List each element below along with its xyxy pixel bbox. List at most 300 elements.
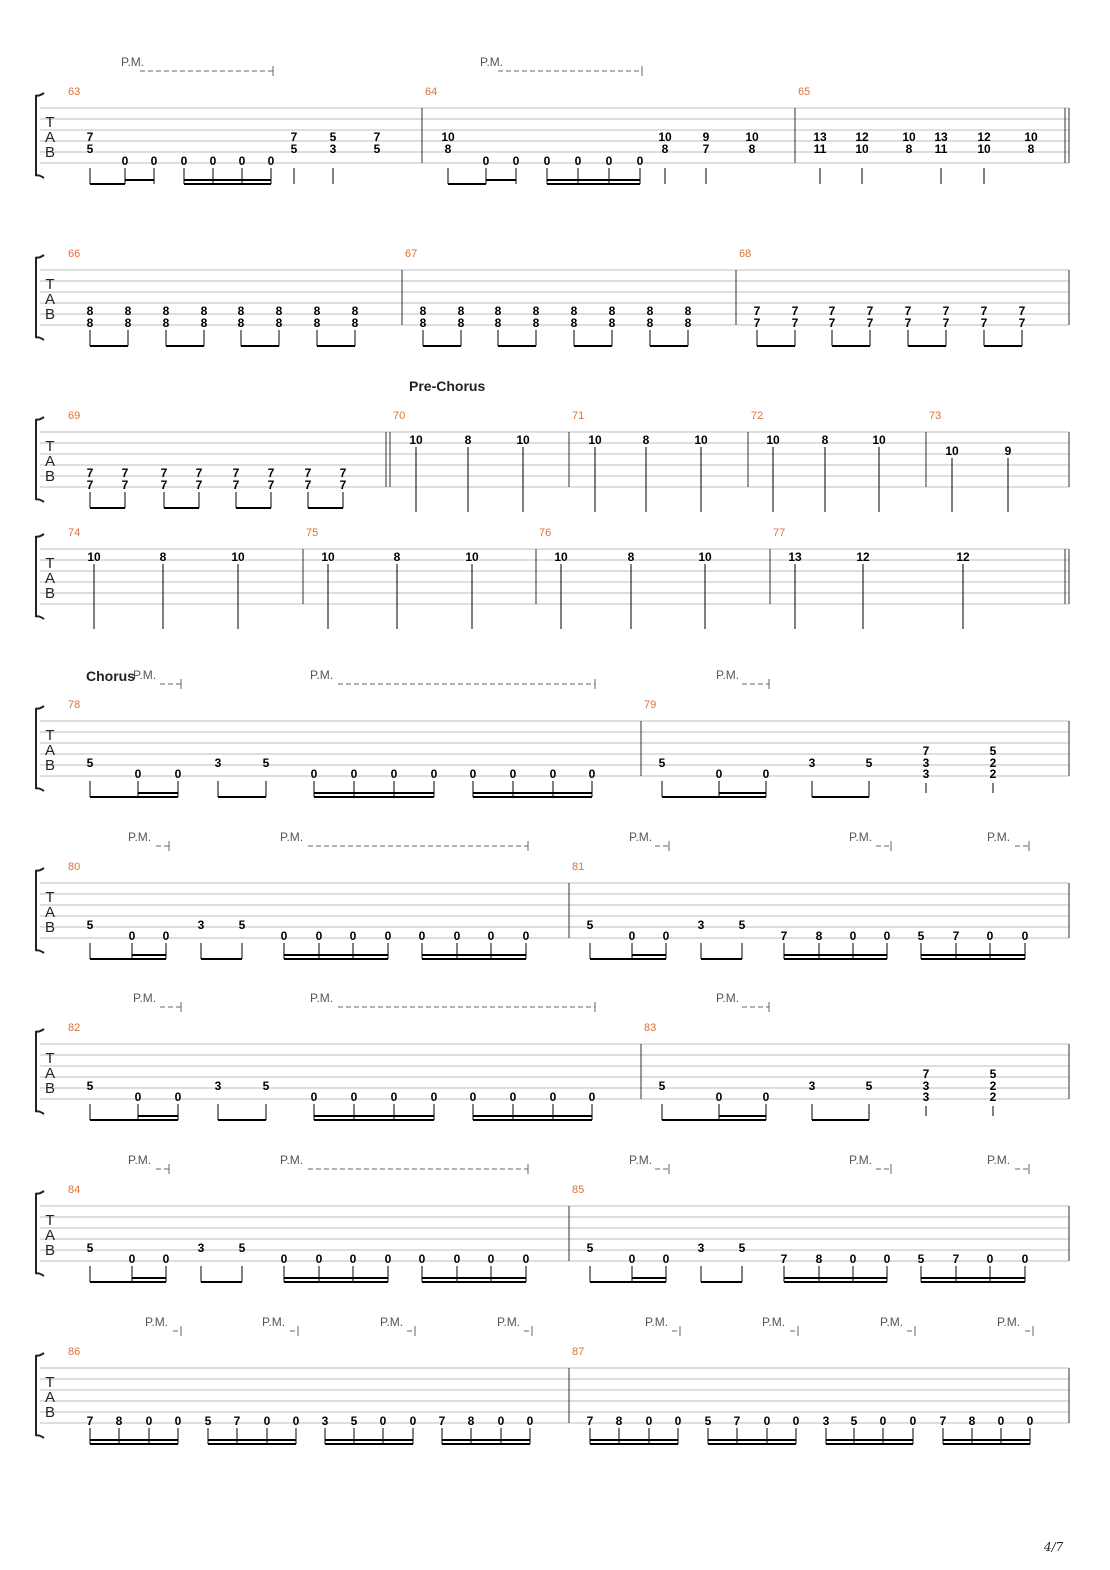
system-bracket: [36, 255, 44, 340]
fret-number: 0: [715, 767, 723, 781]
fret-number: 5: [989, 744, 997, 758]
fret-number: 8: [815, 929, 823, 943]
fret-number: 0: [549, 767, 557, 781]
fret-number: 7: [121, 478, 129, 492]
fret-number: 10: [1024, 130, 1038, 144]
fret-number: 12: [855, 130, 869, 144]
fret-number: 0: [418, 929, 426, 943]
fret-number: 8: [237, 304, 245, 318]
fret-number: 0: [1021, 1252, 1029, 1266]
fret-number: 8: [968, 1414, 976, 1428]
palm-mute-label: P.M.: [997, 1315, 1021, 1329]
fret-number: 7: [339, 466, 347, 480]
fret-number: 7: [942, 304, 950, 318]
page-number: 4/7: [1044, 1540, 1064, 1554]
fret-number: 7: [780, 929, 788, 943]
fret-number: 7: [121, 466, 129, 480]
fret-number: 8: [457, 316, 465, 330]
fret-number: 0: [280, 1252, 288, 1266]
fret-number: 0: [645, 1414, 653, 1428]
fret-number: 10: [977, 142, 991, 156]
measure-number: 66: [68, 248, 81, 260]
fret-number: 7: [160, 466, 168, 480]
system-bracket: [36, 868, 44, 953]
fret-number: 0: [350, 1090, 358, 1104]
fret-number: 7: [733, 1414, 741, 1428]
fret-number: 7: [232, 478, 240, 492]
palm-mute-label: P.M.: [280, 1153, 304, 1167]
fret-number: 3: [214, 756, 222, 770]
palm-mute-label: P.M.: [128, 1153, 152, 1167]
fret-number: 8: [532, 316, 540, 330]
palm-mute-label: P.M.: [121, 55, 145, 69]
measure-number: 74: [68, 527, 81, 539]
fret-number: 0: [263, 1414, 271, 1428]
fret-number: 7: [290, 130, 298, 144]
fret-number: 0: [384, 929, 392, 943]
fret-number: 5: [738, 1241, 746, 1255]
tab-clef-letter: T: [45, 276, 55, 293]
tab-clef-letter: B: [44, 585, 56, 602]
fret-number: 3: [922, 1079, 930, 1093]
fret-number: 10: [855, 142, 869, 156]
fret-number: 0: [310, 1090, 318, 1104]
system-bracket: [36, 417, 44, 502]
palm-mute-label: P.M.: [133, 668, 157, 682]
fret-number: 0: [180, 154, 188, 168]
fret-number: 10: [516, 433, 530, 447]
fret-number: 8: [821, 433, 829, 447]
fret-number: 8: [467, 1414, 475, 1428]
fret-number: 0: [128, 1252, 136, 1266]
fret-number: 8: [444, 142, 452, 156]
fret-number: 0: [986, 1252, 994, 1266]
fret-number: 8: [608, 316, 616, 330]
fret-number: 5: [86, 918, 94, 932]
system-bracket: [36, 706, 44, 791]
fret-number: 0: [209, 154, 217, 168]
fret-number: 10: [766, 433, 780, 447]
fret-number: 8: [684, 304, 692, 318]
palm-mute-label: P.M.: [849, 1153, 873, 1167]
fret-number: 0: [1021, 929, 1029, 943]
measure-number: 84: [68, 1184, 81, 1196]
fret-number: 10: [872, 433, 886, 447]
fret-number: 12: [977, 130, 991, 144]
fret-number: 0: [349, 1252, 357, 1266]
measure-number: 75: [306, 527, 319, 539]
fret-number: 8: [86, 316, 94, 330]
fret-number: 3: [214, 1079, 222, 1093]
fret-number: 8: [748, 142, 756, 156]
fret-number: 8: [313, 304, 321, 318]
fret-number: 7: [922, 1067, 930, 1081]
fret-number: 0: [628, 1252, 636, 1266]
fret-number: 8: [646, 316, 654, 330]
fret-number: 10: [231, 550, 245, 564]
palm-mute-label: P.M.: [380, 1315, 404, 1329]
tab-clef-letter: T: [45, 438, 55, 455]
fret-number: 10: [588, 433, 602, 447]
fret-number: 7: [952, 929, 960, 943]
fret-number: 3: [197, 1241, 205, 1255]
fret-number: 7: [866, 316, 874, 330]
palm-mute-label: P.M.: [762, 1315, 786, 1329]
palm-mute-label: P.M.: [310, 991, 334, 1005]
fret-number: 7: [952, 1252, 960, 1266]
palm-mute-label: P.M.: [645, 1315, 669, 1329]
fret-number: 0: [390, 1090, 398, 1104]
section-label-chorus: Chorus: [86, 668, 135, 684]
fret-number: 0: [522, 929, 530, 943]
fret-number: 5: [865, 756, 873, 770]
fret-number: 7: [195, 466, 203, 480]
fret-number: 5: [350, 1414, 358, 1428]
fret-number: 0: [512, 154, 520, 168]
fret-number: 8: [642, 433, 650, 447]
fret-number: 2: [989, 1090, 997, 1104]
fret-number: 5: [658, 756, 666, 770]
fret-number: 5: [704, 1414, 712, 1428]
fret-number: 7: [753, 304, 761, 318]
fret-number: 0: [628, 929, 636, 943]
tab-clef-letter: B: [44, 919, 56, 936]
tab-clef-letter: B: [44, 1242, 56, 1259]
section-label-pre-chorus: Pre-Chorus: [409, 378, 486, 394]
fret-number: 7: [939, 1414, 947, 1428]
fret-number: 10: [945, 444, 959, 458]
fret-number: 0: [315, 929, 323, 943]
palm-mute-label: P.M.: [128, 830, 152, 844]
fret-number: 0: [588, 1090, 596, 1104]
system-bracket: [36, 534, 44, 619]
fret-number: 0: [674, 1414, 682, 1428]
fret-number: 0: [280, 929, 288, 943]
fret-number: 3: [808, 756, 816, 770]
fret-number: 8: [684, 316, 692, 330]
fret-number: 0: [162, 929, 170, 943]
fret-number: 0: [315, 1252, 323, 1266]
fret-number: 0: [522, 1252, 530, 1266]
system-bracket: [36, 1029, 44, 1114]
fret-number: 9: [1004, 444, 1012, 458]
fret-number: 8: [275, 304, 283, 318]
fret-number: 0: [662, 1252, 670, 1266]
fret-number: 8: [457, 304, 465, 318]
fret-number: 10: [745, 130, 759, 144]
measure-number: 72: [751, 410, 764, 422]
fret-number: 7: [922, 744, 930, 758]
fret-number: 8: [494, 304, 502, 318]
measure-number: 86: [68, 1346, 81, 1358]
tab-clef-letter: A: [44, 291, 56, 308]
fret-number: 7: [791, 316, 799, 330]
fret-number: 5: [850, 1414, 858, 1428]
fret-number: 7: [267, 466, 275, 480]
fret-number: 8: [905, 142, 913, 156]
fret-number: 0: [762, 767, 770, 781]
fret-number: 8: [124, 304, 132, 318]
fret-number: 7: [86, 478, 94, 492]
fret-number: 3: [922, 1090, 930, 1104]
measure-number: 63: [68, 86, 81, 98]
tab-clef-letter: A: [44, 570, 56, 587]
tab-clef-letter: A: [44, 1227, 56, 1244]
fret-number: 3: [922, 756, 930, 770]
fret-number: 3: [697, 1241, 705, 1255]
fret-number: 8: [351, 304, 359, 318]
fret-number: 7: [780, 1252, 788, 1266]
fret-number: 8: [393, 550, 401, 564]
measure-number: 65: [798, 86, 811, 98]
fret-number: 9: [702, 130, 710, 144]
fret-number: 12: [856, 550, 870, 564]
fret-number: 7: [86, 466, 94, 480]
fret-number: 5: [329, 130, 337, 144]
tab-clef-letter: A: [44, 129, 56, 146]
measure-number: 79: [644, 699, 657, 711]
fret-number: 0: [267, 154, 275, 168]
tab-clef-letter: A: [44, 742, 56, 759]
fret-number: 0: [509, 767, 517, 781]
fret-number: 8: [162, 316, 170, 330]
fret-number: 7: [980, 304, 988, 318]
fret-number: 8: [313, 316, 321, 330]
fret-number: 0: [409, 1414, 417, 1428]
fret-number: 5: [262, 756, 270, 770]
fret-number: 0: [418, 1252, 426, 1266]
fret-number: 0: [453, 1252, 461, 1266]
fret-number: 0: [384, 1252, 392, 1266]
palm-mute-label: P.M.: [480, 55, 504, 69]
fret-number: 0: [883, 1252, 891, 1266]
palm-mute-label: P.M.: [280, 830, 304, 844]
fret-number: 0: [636, 154, 644, 168]
fret-number: 10: [465, 550, 479, 564]
palm-mute-label: P.M.: [497, 1315, 521, 1329]
fret-number: 0: [350, 767, 358, 781]
fret-number: 11: [934, 142, 948, 156]
fret-number: 7: [828, 304, 836, 318]
fret-number: 0: [574, 154, 582, 168]
tab-clef-letter: A: [44, 1389, 56, 1406]
fret-number: 0: [430, 1090, 438, 1104]
fret-number: 8: [608, 304, 616, 318]
tab-clef-letter: T: [45, 1212, 55, 1229]
fret-number: 0: [134, 767, 142, 781]
fret-number: 8: [815, 1252, 823, 1266]
fret-number: 3: [321, 1414, 329, 1428]
fret-number: 0: [883, 929, 891, 943]
tab-clef-letter: A: [44, 1065, 56, 1082]
fret-number: 13: [934, 130, 948, 144]
fret-number: 10: [658, 130, 672, 144]
fret-number: 8: [200, 304, 208, 318]
fret-number: 8: [1027, 142, 1035, 156]
fret-number: 8: [532, 304, 540, 318]
fret-number: 0: [487, 929, 495, 943]
palm-mute-label: P.M.: [716, 991, 740, 1005]
fret-number: 0: [509, 1090, 517, 1104]
fret-number: 3: [822, 1414, 830, 1428]
tab-clef-letter: B: [44, 144, 56, 161]
fret-number: 0: [792, 1414, 800, 1428]
fret-number: 5: [238, 918, 246, 932]
fret-number: 0: [549, 1090, 557, 1104]
fret-number: 0: [588, 767, 596, 781]
fret-number: 8: [237, 316, 245, 330]
fret-number: 5: [262, 1079, 270, 1093]
fret-number: 0: [121, 154, 129, 168]
fret-number: 7: [339, 478, 347, 492]
fret-number: 8: [494, 316, 502, 330]
fret-number: 0: [238, 154, 246, 168]
fret-number: 8: [124, 316, 132, 330]
palm-mute-label: P.M.: [629, 1153, 653, 1167]
measure-number: 69: [68, 410, 81, 422]
fret-number: 7: [86, 1414, 94, 1428]
fret-number: 0: [430, 767, 438, 781]
fret-number: 7: [866, 304, 874, 318]
tab-clef-letter: T: [45, 114, 55, 131]
fret-number: 5: [86, 142, 94, 156]
fret-number: 0: [349, 929, 357, 943]
fret-number: 0: [497, 1414, 505, 1428]
fret-number: 7: [233, 1414, 241, 1428]
palm-mute-label: P.M.: [145, 1315, 169, 1329]
fret-number: 7: [1018, 304, 1026, 318]
tab-clef-letter: B: [44, 1404, 56, 1421]
palm-mute-label: P.M.: [310, 668, 334, 682]
fret-number: 0: [879, 1414, 887, 1428]
fret-number: 7: [980, 316, 988, 330]
fret-number: 3: [329, 142, 337, 156]
measure-number: 85: [572, 1184, 585, 1196]
fret-number: 7: [160, 478, 168, 492]
tab-clef-letter: T: [45, 889, 55, 906]
fret-number: 8: [275, 316, 283, 330]
palm-mute-label: P.M.: [987, 830, 1011, 844]
fret-number: 0: [453, 929, 461, 943]
fret-number: 0: [1026, 1414, 1034, 1428]
measure-number: 70: [393, 410, 406, 422]
fret-number: 0: [763, 1414, 771, 1428]
measure-number: 71: [572, 410, 585, 422]
measure-number: 80: [68, 861, 81, 873]
fret-number: 5: [586, 918, 594, 932]
fret-number: 7: [438, 1414, 446, 1428]
fret-number: 7: [304, 466, 312, 480]
palm-mute-label: P.M.: [849, 830, 873, 844]
fret-number: 11: [813, 142, 827, 156]
fret-number: 7: [267, 478, 275, 492]
tab-clef-letter: B: [44, 468, 56, 485]
fret-number: 10: [321, 550, 335, 564]
fret-number: 8: [115, 1414, 123, 1428]
fret-number: 8: [570, 304, 578, 318]
system-bracket: [36, 93, 44, 178]
fret-number: 5: [238, 1241, 246, 1255]
fret-number: 0: [310, 767, 318, 781]
system-bracket: [36, 1353, 44, 1438]
fret-number: 5: [373, 142, 381, 156]
fret-number: 7: [702, 142, 710, 156]
fret-number: 5: [204, 1414, 212, 1428]
fret-number: 0: [469, 1090, 477, 1104]
measure-number: 76: [539, 527, 552, 539]
tab-clef-letter: T: [45, 1050, 55, 1067]
fret-number: 5: [865, 1079, 873, 1093]
measure-number: 67: [405, 248, 418, 260]
fret-number: 0: [526, 1414, 534, 1428]
fret-number: 8: [159, 550, 167, 564]
fret-number: 8: [200, 316, 208, 330]
fret-number: 0: [150, 154, 158, 168]
fret-number: 0: [482, 154, 490, 168]
fret-number: 0: [849, 929, 857, 943]
measure-number: 87: [572, 1346, 585, 1358]
fret-number: 13: [788, 550, 802, 564]
fret-number: 0: [379, 1414, 387, 1428]
fret-number: 0: [145, 1414, 153, 1428]
measure-number: 82: [68, 1022, 81, 1034]
palm-mute-label: P.M.: [629, 830, 653, 844]
fret-number: 0: [134, 1090, 142, 1104]
fret-number: 10: [409, 433, 423, 447]
fret-number: 7: [791, 304, 799, 318]
fret-number: 0: [909, 1414, 917, 1428]
fret-number: 0: [986, 929, 994, 943]
fret-number: 3: [808, 1079, 816, 1093]
measure-number: 83: [644, 1022, 657, 1034]
fret-number: 7: [304, 478, 312, 492]
fret-number: 8: [86, 304, 94, 318]
fret-number: 5: [86, 1241, 94, 1255]
fret-number: 8: [162, 304, 170, 318]
tab-clef-letter: T: [45, 1374, 55, 1391]
fret-number: 7: [904, 304, 912, 318]
measure-number: 64: [425, 86, 438, 98]
tab-clef-letter: A: [44, 904, 56, 921]
fret-number: 0: [605, 154, 613, 168]
fret-number: 8: [615, 1414, 623, 1428]
fret-number: 0: [715, 1090, 723, 1104]
palm-mute-label: P.M.: [262, 1315, 286, 1329]
palm-mute-label: P.M.: [716, 668, 740, 682]
fret-number: 0: [162, 1252, 170, 1266]
fret-number: 5: [917, 1252, 925, 1266]
fret-number: 0: [128, 929, 136, 943]
fret-number: 8: [661, 142, 669, 156]
fret-number: 5: [917, 929, 925, 943]
tab-clef-letter: A: [44, 453, 56, 470]
fret-number: 7: [942, 316, 950, 330]
fret-number: 10: [441, 130, 455, 144]
fret-number: 7: [373, 130, 381, 144]
fret-number: 8: [627, 550, 635, 564]
fret-number: 8: [646, 304, 654, 318]
fret-number: 12: [956, 550, 970, 564]
fret-number: 0: [390, 767, 398, 781]
tab-clef-letter: T: [45, 727, 55, 744]
fret-number: 2: [989, 756, 997, 770]
system-bracket: [36, 1191, 44, 1276]
palm-mute-label: P.M.: [133, 991, 157, 1005]
fret-number: 0: [469, 767, 477, 781]
tab-clef-letter: B: [44, 306, 56, 323]
fret-number: 0: [174, 1414, 182, 1428]
fret-number: 8: [464, 433, 472, 447]
